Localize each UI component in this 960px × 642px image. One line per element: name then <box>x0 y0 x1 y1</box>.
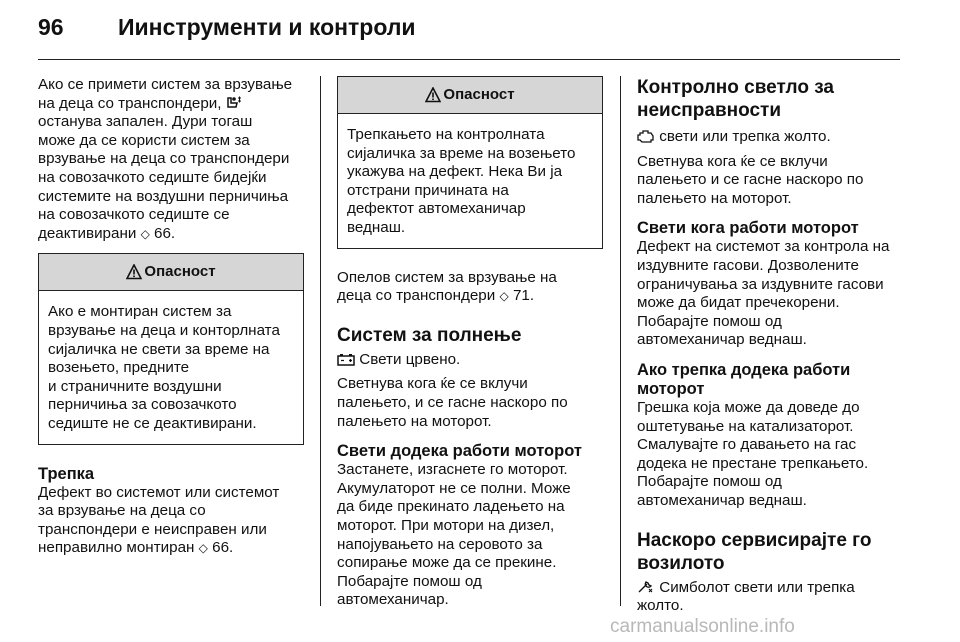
warning-text: Трепкањето на контролната сијаличка за време на возењето укажува на дефект. Нека Ви ја отстрани причината на дефектот автомеханичар веднаш. <box>347 126 576 236</box>
ignition-paragraph: Светнува кога ќе се вклучи палењето, и се гасне наскоро по палењето на моторот. <box>337 375 568 430</box>
page-ref-arrow-icon: ◇ <box>499 289 509 304</box>
service-soon-paragraph: Симболот свети или трепка жолто. <box>637 578 855 615</box>
column-1 <box>38 76 304 558</box>
flashing-heading: Трепка <box>38 464 95 483</box>
ignition-paragraph: Светнува кога ќе се вклучи палењето и се гасне наскоро по палењето на моторот. <box>637 152 864 207</box>
page-number: 96 <box>38 14 64 40</box>
warning-box <box>38 253 304 444</box>
intro-paragraph: Ако се примети систем за врзување на деца со транспондери, останува запален. Дури тогаш може да се користи систем за врзување на деца со транспондери на совозачкото седиште бидејќи системите на воздушни перничиња на совозачкото седиште се деактивирани ◇ 66. <box>38 76 293 242</box>
warning-text: Ако е монтиран систем за врзување на деца и конторлната сијаличка не свети за време на возењето, предните и страничните воздушни перничиња за совозачкото седиште не се деактивирани. <box>48 303 280 432</box>
page-ref[interactable]: 66. <box>154 224 176 242</box>
header-divider <box>38 59 900 60</box>
page-ref[interactable]: 71. <box>512 287 535 305</box>
page-ref[interactable]: 66. <box>212 539 234 557</box>
flashing-paragraph: Дефект во системот или системот за врзување на деца со транспондери е неисправен или неправилно монтиран ◇ 66. <box>38 483 280 557</box>
page-title: Иинструменти и контроли <box>118 14 416 40</box>
charging-light-line: Свети црвено. <box>337 351 603 370</box>
malfunction-light-line: свети или трепка жолто. <box>637 128 903 147</box>
battery-icon <box>337 353 355 366</box>
engine-check-icon <box>637 129 655 143</box>
engine-running-heading: Свети додека работи моторот <box>337 442 582 461</box>
page-header <box>0 0 960 60</box>
column-2 <box>337 76 603 610</box>
column-divider-1 <box>320 76 321 606</box>
lit-engine-running-paragraph: Дефект на системот за контрола на издувните гасови. Дозволените ограничувања за издувните гасови може да бидат пречекорени. Побарајте помош од автомеханичар веднаш. <box>637 238 890 349</box>
engine-running-paragraph: Застанете, изгаснете го моторот. Акумулаторот не се полни. Може да биде прекинато ладењето на моторот. При мотори на дизел, напојувањето на серовото за сопирање може да се прекине. Побарајте помош од автомеханичар. <box>337 461 571 609</box>
child-seat-icon <box>226 96 242 110</box>
watermark: carmanualsonline.info <box>610 616 795 637</box>
page-ref-arrow-icon: ◇ <box>198 541 208 556</box>
charging-system-title: Систем за полнење <box>337 324 522 346</box>
wrench-icon <box>637 580 655 594</box>
service-soon-title: Наскоро сервисирајте го возилото <box>637 529 872 574</box>
warning-triangle-icon <box>425 87 441 103</box>
flashing-engine-running-paragraph: Грешка која може да доведе до оштетување на катализаторот. Смалувајте го давањето на гас додека не престане трепкањето. Побарајте помош од автомеханичар веднаш. <box>637 398 869 509</box>
warning-box <box>337 76 603 249</box>
warning-header: Опасност <box>338 77 602 114</box>
warning-header: Опасност <box>39 254 303 291</box>
malfunction-light-title: Контролно светло за неисправности <box>637 77 834 121</box>
lit-engine-running-heading: Свети кога работи моторот <box>637 219 859 238</box>
column-divider-2 <box>620 76 621 606</box>
warning-triangle-icon <box>126 264 142 280</box>
page-ref-arrow-icon: ◇ <box>140 226 150 241</box>
column-3 <box>637 76 903 616</box>
airbag-system-paragraph: Опелов систем за врзување на деца со транспондери ◇ 71. <box>337 268 557 305</box>
flashing-engine-running-heading: Ако трепка додека работи моторот <box>637 360 851 398</box>
